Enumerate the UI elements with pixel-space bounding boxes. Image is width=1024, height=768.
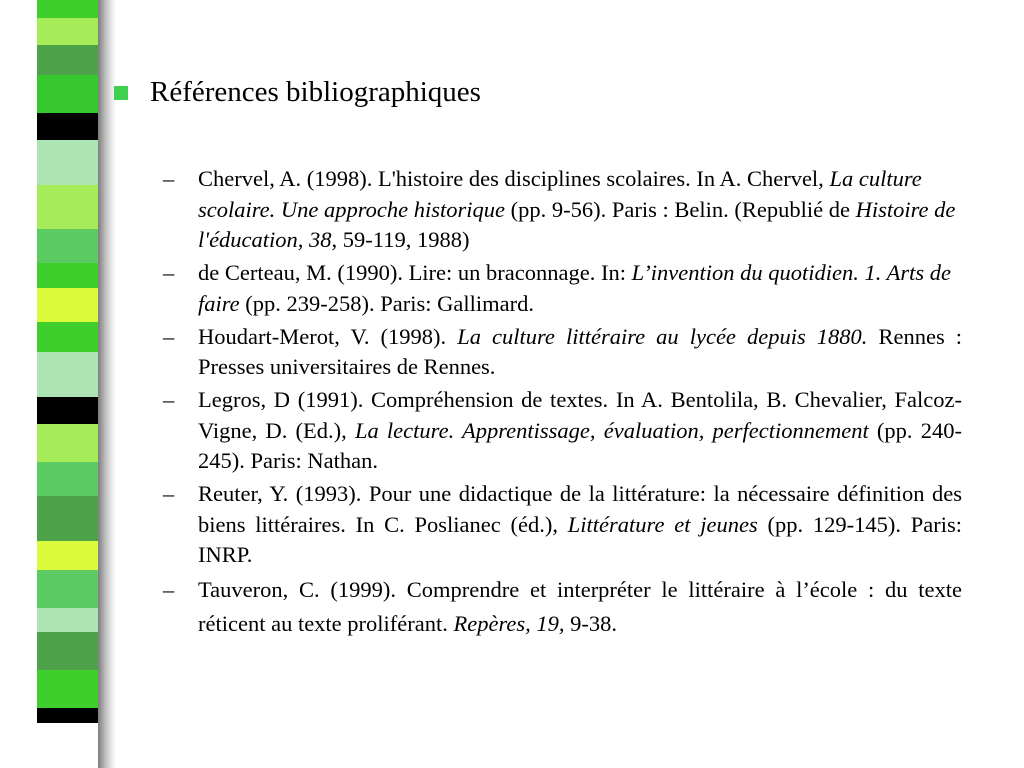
reference-title: Repères, 19, — [453, 611, 565, 636]
reference-item — [163, 385, 962, 477]
reference-title: L’invention du quotidien. 1. Arts de faire — [198, 260, 951, 316]
stripe-segment — [37, 322, 98, 352]
stripe-segment — [37, 570, 98, 608]
stripe-segment — [37, 288, 98, 322]
reference-item — [163, 479, 962, 571]
stripe-segment — [37, 462, 98, 496]
square-bullet-icon — [114, 86, 128, 100]
stripe-shadow — [98, 0, 116, 768]
stripe-segment — [37, 496, 98, 541]
stripe-segment — [37, 229, 98, 263]
reference-text: (pp. 9-56). Paris : Belin. (Republié de — [505, 196, 856, 222]
reference-text: , 59-119, 1988) — [331, 227, 470, 252]
stripe-segment — [37, 670, 98, 708]
dash-bullet: – — [163, 166, 175, 191]
reference-text: 9-38. — [564, 611, 618, 636]
reference-item — [163, 164, 962, 256]
reference-text: Houdart-Merot, V. (1998). — [198, 323, 458, 349]
stripe-segment — [37, 424, 98, 462]
reference-item — [163, 322, 962, 383]
stripe-segment — [37, 140, 98, 185]
reference-title: La culture scolaire. Une approche historique — [198, 166, 922, 222]
reference-text: Chervel, A. (1998). L'histoire des disciplines scolaires. In A. Chervel, — [198, 166, 830, 191]
heading-text: Références bibliographiques — [150, 76, 481, 108]
stripe-segment — [37, 708, 98, 723]
stripe-segment — [37, 0, 98, 18]
reference-title: Histoire de l'éducation, 38 — [198, 196, 956, 252]
reference-title: La lecture. Apprentissage, évaluation, perfectionnement — [354, 417, 869, 443]
stripe-segment — [37, 541, 98, 570]
reference-item — [163, 573, 962, 641]
stripe-segment — [37, 18, 98, 45]
stripe-segment — [37, 397, 98, 424]
stripe-segment — [37, 45, 98, 75]
stripe-segment — [37, 352, 98, 397]
reference-title: La culture littéraire au lycée depuis 1880. — [457, 323, 868, 349]
slide-heading — [114, 74, 974, 110]
decorative-color-stripe — [37, 0, 98, 768]
stripe-segment — [37, 608, 98, 632]
reference-list — [163, 164, 962, 644]
dash-bullet: – — [163, 323, 175, 349]
reference-text: Reuter, Y. (1993). Pour une didactique de la littérature: la nécessaire définition des biens littéraires. In C. Poslianec (éd.), — [198, 481, 962, 537]
reference-text: Rennes : Presses universitaires de Rennes. — [198, 323, 963, 379]
stripe-segment — [37, 632, 98, 670]
dash-bullet: – — [163, 577, 175, 602]
reference-title: Littérature et jeunes — [567, 511, 758, 537]
reference-text: (pp. 239-258). Paris: Gallimard. — [239, 290, 534, 316]
stripe-segment — [37, 263, 98, 288]
reference-text: (pp. 129-145). Paris: INRP. — [198, 511, 963, 567]
reference-item — [163, 258, 962, 319]
reference-text: Tauveron, C. (1999). Comprendre et interpréter le littéraire à l’école : du texte réticent au texte proliférant. — [198, 577, 962, 636]
stripe-segment — [37, 113, 98, 140]
dash-bullet: – — [163, 481, 175, 506]
dash-bullet: – — [163, 387, 175, 412]
reference-text: (pp. 240-245). Paris: Nathan. — [198, 417, 962, 473]
stripe-segment — [37, 185, 98, 229]
reference-text: de Certeau, M. (1990). Lire: un braconnage. In: — [198, 260, 632, 285]
dash-bullet: – — [163, 260, 175, 285]
stripe-segment — [37, 75, 98, 113]
reference-text: Legros, D (1991). Compréhension de textes. In A. Bentolila, B. Chevalier, Falcoz-Vigne, D. (Ed.), — [198, 387, 962, 443]
